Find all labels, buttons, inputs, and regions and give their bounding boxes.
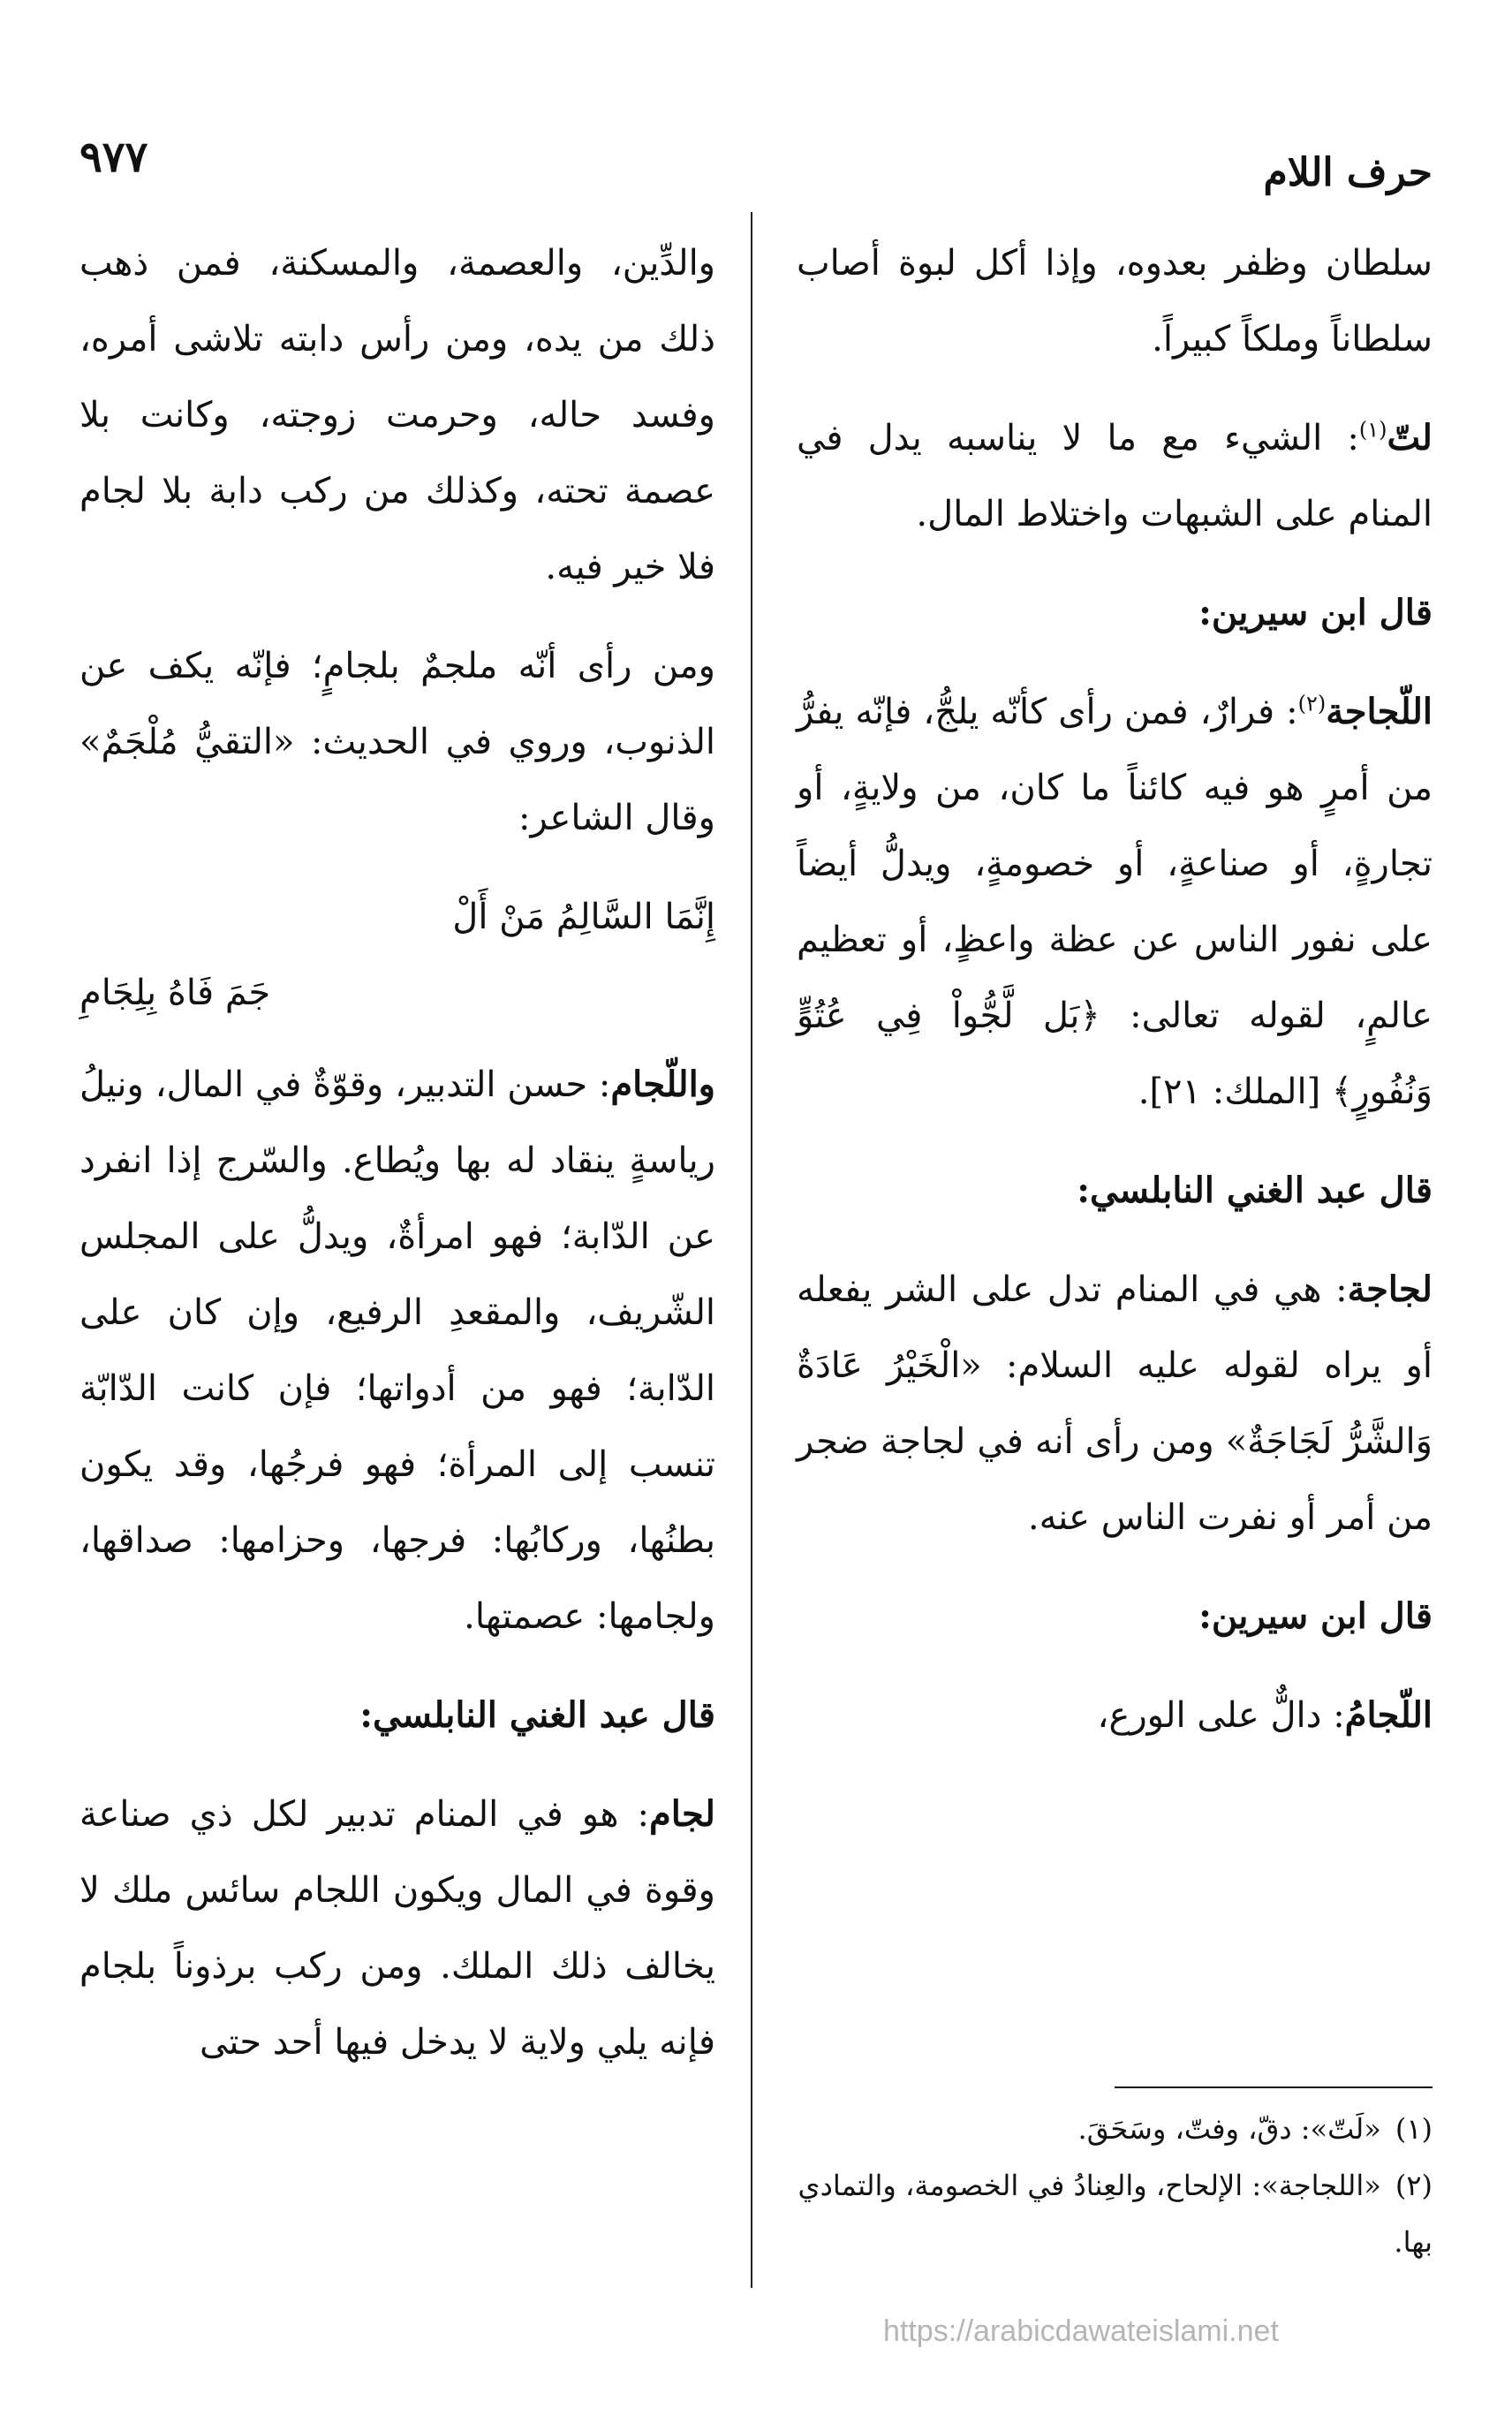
watermark: https://arabicdawateislami.net xyxy=(883,2314,1279,2348)
entry-term: اللّجامُ xyxy=(1344,1694,1433,1736)
entry-latt xyxy=(797,400,1433,552)
entry-lijam-nabulsi xyxy=(79,1776,715,2080)
entry-wallijam xyxy=(79,1047,715,1655)
verse-hemistich-2: جَمَ فَاهُ بِلِجَامِ xyxy=(79,973,271,1013)
entry-term: لجاجة xyxy=(1347,1269,1433,1310)
entry-lajaja xyxy=(797,674,1433,1130)
section-heading: قال عبد الغني النابلسي: xyxy=(1077,1170,1433,1211)
footnote-2 xyxy=(797,2157,1433,2270)
left-column xyxy=(79,225,715,2103)
paragraph: ومن رأى أنّه ملجمٌ بلجامٍ؛ فإنّه يكف عن الذنوب، وروي في الحديث: «التقيُّ مُلْجَمٌ» وقال الشاعر: xyxy=(79,646,715,838)
entry-text: : هي في المنام تدل على الشر يفعله أو يراه لقوله عليه السلام: «الْخَيْرُ عَادَةٌ وَالشَّرُّ لَجَاجَةٌ» ومن رأى أنه في لجاجة ضجر من أمر أو نفرت الناس عنه. xyxy=(797,1269,1433,1538)
entry-lajaja-nabulsi xyxy=(797,1252,1433,1556)
footnote-number: (٢) xyxy=(1395,2169,1433,2202)
entry-lijam xyxy=(797,1677,1433,1753)
entry-text: : فرارٌ، فمن رأى كأنّه يلجُّ، فإنّه يفرُّ من أمرٍ هو فيه كائناً ما كان، من ولايةٍ، أو تجارةٍ، أو صناعةٍ، أو خصومةٍ، ويدلُّ أيضاً على نفور الناس عن عظة واعظٍ، أو تعظيم عالمٍ، لقوله تعالى: ﴿بَل لَّجُّواْ فِي عُتُوٍّ وَنُفُورٍ﴾ [الملك: ٢١]. xyxy=(797,692,1433,1112)
footnote-number: (١) xyxy=(1395,2112,1433,2146)
right-column xyxy=(797,225,1433,1776)
column-divider xyxy=(751,212,752,2288)
footnote-separator xyxy=(1115,2086,1433,2088)
entry-term: لجام xyxy=(649,1793,715,1835)
entry-text: : حسن التدبير، وقوّةٌ في المال، ونيلُ رياسةٍ ينقاد له بها ويُطاع. والسّرج إذا انفرد عن الدّابة؛ فهو امرأةٌ، ويدلُّ على المجلس الشّريف، والمقعدِ الرفيع، وإن كان على الدّابة؛ فهو من أدواتها؛ فإن كانت الدّابّة تنسب إلى المرأة؛ فهو فرجُها، وقد يكون بطنُها، وركابُها: فرجها، وحزامها: صداقها، ولجامها: عصمتها. xyxy=(79,1064,715,1637)
footnote-text: «لَتّ»: دقّ، وفتّ، وسَحَقَ. xyxy=(1077,2112,1381,2146)
entry-text: : دالٌّ على الورع، xyxy=(1097,1695,1345,1736)
paragraph: والدِّين، والعصمة، والمسكنة، فمن ذهب ذلك من يده، ومن رأس دابته تلاشى أمره، وفسد حاله، وحرمت زوجته، وكانت بلا عصمة تحته، وكذلك من ركب دابة بلا لجام فلا خير فيه. xyxy=(79,243,715,587)
section-heading: قال عبد الغني النابلسي: xyxy=(359,1694,715,1736)
section-heading: قال ابن سيرين: xyxy=(1198,1595,1433,1637)
entry-text: : الشيء مع ما لا يناسبه يدل في المنام على الشبهات واختلاط المال. xyxy=(797,418,1433,534)
entry-text: : هو في المنام تدبير لكل ذي صناعة وقوة في المال ويكون اللجام سائس ملك لا يخالف ذلك الملك. ومن ركب برذوناً بلجام فإنه يلي ولاية لا يدخل فيها أحد حتى xyxy=(79,1794,715,2063)
footnote-1 xyxy=(797,2101,1433,2157)
footnotes xyxy=(797,2101,1433,2270)
section-heading: قال ابن سيرين: xyxy=(1198,592,1433,633)
footnote-text: «اللجاجة»: الإلحاح، والعِنادُ في الخصومة، والتمادي بها. xyxy=(798,2169,1433,2259)
verse-hemistich-1: إِنَّمَا السَّالِمُ مَنْ أَلْ xyxy=(452,897,715,937)
poem-verse xyxy=(79,879,715,1031)
page-number: ٩٧٧ xyxy=(79,133,148,182)
paragraph: سلطان وظفر بعدوه، وإذا أكل لبوة أصاب سلطاناً وملكاً كبيراً. xyxy=(797,243,1433,360)
running-title: حرف اللام xyxy=(1263,150,1433,195)
page-header xyxy=(79,124,1433,203)
entry-term: لتّ xyxy=(1387,417,1433,458)
entry-term: واللّجام xyxy=(610,1064,715,1105)
footnote-ref: (٢) xyxy=(1297,691,1327,716)
footnote-ref: (١) xyxy=(1358,417,1387,443)
entry-term: اللّجاجة xyxy=(1326,691,1433,732)
